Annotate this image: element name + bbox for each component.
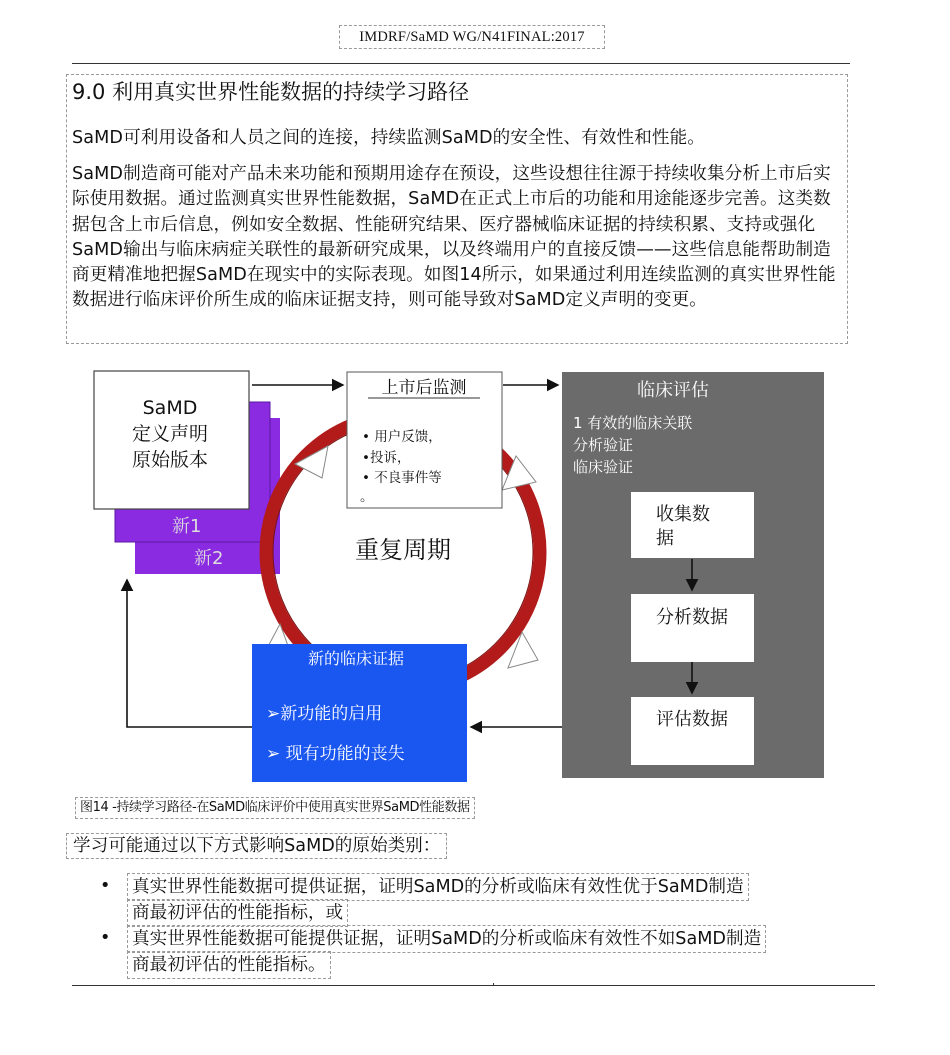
learning-lead: 学习可能通过以下方式影响SaMD的原始类别：	[66, 833, 447, 859]
header-rule	[72, 63, 850, 64]
repeat-cycle-label: 重复周期	[355, 536, 451, 564]
post-market-item-3: • 不良事件等	[362, 470, 442, 486]
step-evaluate-label: 评估数据	[656, 709, 728, 730]
clinical-eval-line-2: 分析验证	[573, 436, 634, 454]
version-new-1-label: 新1	[172, 516, 202, 537]
samd-line-2: 定义声明	[131, 423, 209, 445]
new-clinical-evidence-item-2: ➢ 现有功能的丧失	[266, 744, 405, 764]
post-market-item-1: • 用户反馈，	[362, 429, 442, 445]
bullet-2-line-1: 真实世界性能数据可能提供证据，证明SaMD的分析或临床有效性不如SaMD制造	[127, 925, 766, 953]
step-analyze-box	[631, 594, 754, 662]
step-collect-box	[631, 492, 754, 558]
samd-line-3: 原始版本	[131, 449, 209, 471]
bullet-1-line-1: 真实世界性能数据可提供证据，证明SaMD的分析或临床有效性优于SaMD制造	[127, 873, 749, 901]
new-clinical-evidence-item-1: ➢新功能的启用	[266, 704, 383, 724]
footer-rule	[72, 985, 875, 986]
arrow-evidence-to-samd	[127, 580, 252, 727]
bullet-2-line-2: 商最初评估的性能指标。	[127, 951, 331, 979]
bullet-icon: •	[100, 928, 111, 948]
post-market-title: 上市后监测	[381, 378, 467, 398]
paragraph-1: SaMD可利用设备和人员之间的连接，持续监测SaMD的安全性、有效性和性能。	[72, 128, 705, 148]
samd-line-1: SaMD	[142, 397, 198, 419]
clinical-eval-title: 临床评估	[637, 380, 709, 401]
step-collect-line-2: 据	[656, 528, 674, 549]
continuous-learning-diagram	[90, 362, 830, 787]
version-new-2-label: 新2	[194, 548, 224, 569]
clinical-eval-line-3: 临床验证	[573, 458, 634, 476]
step-evaluate-box	[631, 697, 754, 765]
paragraph-2: SaMD制造商可能对产品未来功能和预期用途存在预设，这些设想往往源于持续收集分析上市后实际使用数据。通过监测真实世界性能数据，SaMD在正式上市后的功能和用途能逐步完善。这类数据包含上市后信息，例如安全数据、性能研究结果、医疗器械临床证据的持续积累、支持或强化SaMD输出与临床病症关联性的最新研究成果，以及终端用户的直接反馈——这些信息能帮助制造商更精准地把握SaMD在现实中的实际表现。如图14所示，如果通过利用连续监测的真实世界性能数据进行临床评价所生成的临床证据支持，则可能导致对SaMD定义声明的变更。	[72, 164, 836, 311]
footer-rule-tick	[493, 983, 494, 986]
step-analyze-label: 分析数据	[656, 607, 728, 628]
figure-caption: 图14 -持续学习路径-在SaMD临床评价中使用真实世界SaMD性能数据	[75, 797, 475, 819]
step-collect-line-1: 收集数	[656, 504, 710, 525]
new-clinical-evidence-title: 新的临床证据	[307, 649, 405, 668]
document-id: IMDRF/SaMD WG/N41FINAL:2017	[339, 25, 605, 49]
bullet-1-line-2: 商最初评估的性能指标，或	[127, 899, 348, 927]
post-market-item-4: 。	[360, 489, 374, 505]
bullet-icon: •	[100, 876, 111, 896]
section-title: 9.0 利用真实世界性能数据的持续学习路径	[72, 80, 470, 104]
post-market-item-2: •投诉，	[362, 450, 411, 466]
clinical-eval-line-1: 1 有效的临床关联	[573, 414, 693, 432]
